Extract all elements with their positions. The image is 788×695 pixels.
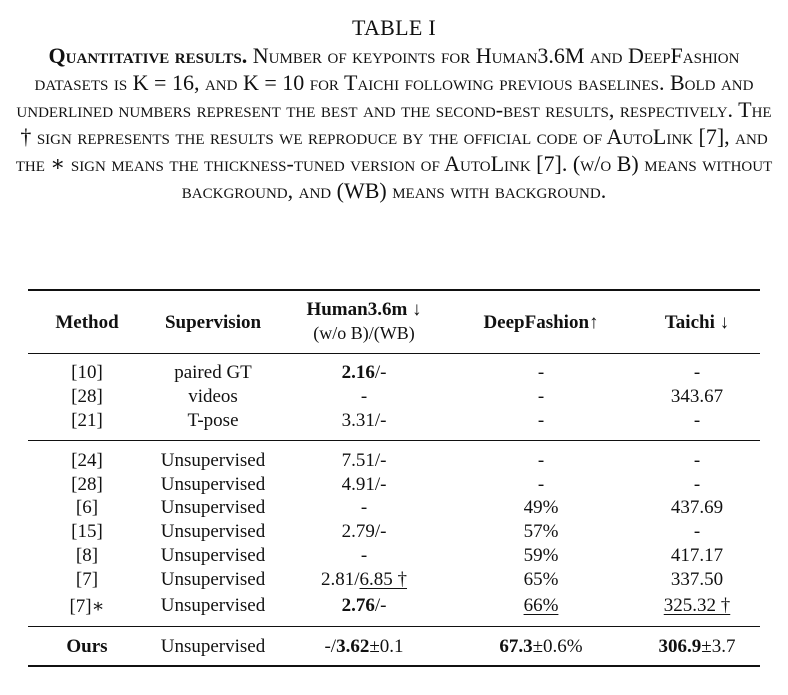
cell-method: [15] bbox=[71, 521, 103, 542]
table-row bbox=[28, 410, 760, 434]
cell-taichi: 343.67 bbox=[670, 386, 724, 407]
ours-rule bbox=[28, 626, 760, 627]
cell-human36m: - bbox=[360, 386, 368, 407]
table-row bbox=[28, 362, 760, 386]
cell-method: [28] bbox=[71, 474, 103, 495]
cell-taichi bbox=[634, 636, 760, 658]
header-deepfashion: DeepFashion↑ bbox=[483, 312, 599, 333]
cell-human36m-second-best: 6.85 † bbox=[359, 569, 408, 590]
cell-deepfashion: 57% bbox=[523, 521, 559, 542]
cell-supervision: Unsupervised bbox=[160, 636, 266, 657]
cell-method: [24] bbox=[71, 450, 103, 471]
cell-deepfashion: - bbox=[537, 410, 545, 431]
table-row bbox=[28, 450, 760, 474]
cell-supervision: Unsupervised bbox=[160, 497, 266, 518]
cell-human36m-pre: -/ bbox=[324, 636, 337, 657]
cell-deepfashion: 59% bbox=[523, 545, 559, 566]
header-supervision: Supervision bbox=[164, 312, 262, 333]
cell-taichi: - bbox=[693, 362, 701, 383]
table-caption bbox=[12, 42, 776, 204]
cell-taichi: - bbox=[693, 450, 701, 471]
cell-supervision: videos bbox=[188, 386, 238, 407]
cell-human36m: 3.31/- bbox=[341, 410, 387, 431]
cell-taichi-second-best: 325.32 † bbox=[663, 595, 731, 616]
table-row bbox=[28, 521, 760, 545]
cell-deepfashion: - bbox=[537, 450, 545, 471]
caption-text: Number of keypoints for Human3.6M and DeepFashion datasets is K = 16, and K = 10 for Taichi following previous baselines. Bold and underlined numbers represent the best and the second-best results, respectively. The † sign represents the results we reproduce by the official code of AutoLink [7], and the ∗ sign means the thickness-tuned version of AutoLink [7]. (w/o B) means without background, and (WB) means with background. bbox=[15, 43, 773, 203]
table-row bbox=[28, 474, 760, 498]
cell-deepfashion-best: 67.3 bbox=[499, 636, 533, 657]
cell-human36m: 2.79/- bbox=[341, 521, 387, 542]
cell-taichi: - bbox=[693, 474, 701, 495]
cell-taichi: - bbox=[693, 521, 701, 542]
cell-deepfashion bbox=[448, 636, 634, 658]
cell-deepfashion: 49% bbox=[523, 497, 559, 518]
cell-human36m-best: 2.76 bbox=[341, 595, 375, 616]
cell-deepfashion: - bbox=[537, 474, 545, 495]
cell-supervision: paired GT bbox=[174, 362, 252, 383]
cell-supervision: Unsupervised bbox=[160, 545, 266, 566]
caption-lead: Quantitative results. bbox=[48, 43, 248, 68]
header-rule bbox=[28, 353, 760, 354]
cell-human36m-rest: /- bbox=[374, 362, 387, 383]
table-title: TABLE I bbox=[351, 15, 437, 40]
cell-taichi: 437.69 bbox=[670, 497, 724, 518]
cell-method: [21] bbox=[71, 410, 103, 431]
cell-taichi: 417.17 bbox=[670, 545, 724, 566]
cell-supervision: Unsupervised bbox=[160, 569, 266, 590]
cell-human36m bbox=[280, 569, 448, 591]
cell-human36m: 4.91/- bbox=[341, 474, 387, 495]
cell-supervision: Unsupervised bbox=[160, 595, 266, 616]
cell-method: [10] bbox=[71, 362, 103, 383]
cell-supervision: Unsupervised bbox=[160, 521, 266, 542]
cell-supervision: T-pose bbox=[187, 410, 239, 431]
cell-deepfashion-pm: ±0.6% bbox=[532, 636, 583, 657]
cell-supervision: Unsupervised bbox=[160, 474, 266, 495]
cell-deepfashion: - bbox=[537, 362, 545, 383]
cell-human36m-rest: /- bbox=[374, 595, 387, 616]
cell-method: [6] bbox=[75, 497, 99, 518]
group-rule bbox=[28, 440, 760, 441]
bottom-rule bbox=[28, 665, 760, 667]
cell-method: Ours bbox=[66, 636, 108, 657]
cell-taichi bbox=[634, 595, 760, 617]
cell-method: [28] bbox=[71, 386, 103, 407]
table-row bbox=[28, 595, 760, 619]
header-human36m-sub: (w/o B)/(WB) bbox=[313, 323, 415, 343]
cell-human36m bbox=[280, 595, 448, 617]
cell-human36m: 7.51/- bbox=[341, 450, 387, 471]
cell-human36m-plain: 2.81/ bbox=[320, 569, 360, 590]
table-row bbox=[28, 545, 760, 569]
table-row bbox=[28, 569, 760, 593]
cell-human36m-pm: ±0.1 bbox=[369, 636, 404, 657]
header-taichi: Taichi ↓ bbox=[664, 312, 730, 333]
cell-method: [7] bbox=[75, 569, 99, 590]
header-method: Method bbox=[55, 312, 119, 333]
cell-taichi-pm: ±3.7 bbox=[701, 636, 736, 657]
table-row-ours bbox=[28, 636, 760, 660]
cell-method: [7]∗ bbox=[69, 596, 105, 617]
cell-taichi: 337.50 bbox=[670, 569, 724, 590]
header-human36m bbox=[280, 299, 448, 344]
cell-human36m-best: 2.16 bbox=[341, 362, 375, 383]
cell-deepfashion bbox=[448, 595, 634, 617]
cell-taichi-best: 306.9 bbox=[658, 636, 702, 657]
cell-human36m: - bbox=[360, 545, 368, 566]
table-row bbox=[28, 386, 760, 410]
cell-method: [8] bbox=[75, 545, 99, 566]
cell-deepfashion: 65% bbox=[523, 569, 559, 590]
header-human36m-label: Human3.6m ↓ bbox=[306, 299, 422, 320]
cell-deepfashion: - bbox=[537, 386, 545, 407]
top-rule bbox=[28, 289, 760, 291]
cell-deepfashion-second-best: 66% bbox=[523, 595, 559, 616]
cell-human36m: - bbox=[360, 497, 368, 518]
cell-human36m bbox=[280, 636, 448, 658]
cell-human36m bbox=[280, 362, 448, 384]
cell-supervision: Unsupervised bbox=[160, 450, 266, 471]
cell-taichi: - bbox=[693, 410, 701, 431]
table-row bbox=[28, 497, 760, 521]
cell-human36m-best: 3.62 bbox=[336, 636, 370, 657]
